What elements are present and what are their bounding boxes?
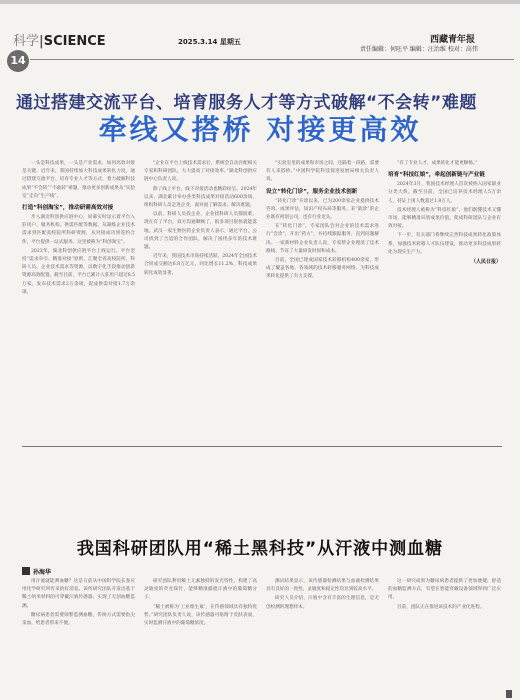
subheading: 培育“科技红娘”，牵起创新链与产业链 [388, 172, 485, 179]
article2-column-1 [22, 578, 135, 694]
paragraph: 测试结果显示，该传感器检测结果与血液检测结果具有良好的一致性，灵敏度和稳定性均达到较高水平。 [266, 579, 379, 593]
paragraph: 研究人员介绍，汗液中含有丰富的生理信息，是无创检测的理想样本。 [266, 596, 379, 610]
article2-column-3 [266, 578, 379, 694]
article1-byline: （人民日报） [470, 259, 501, 266]
paragraph: 技术经理人被称为“科技红娘”，他们既懂技术又懂市场，能够精准识别成果价值，促成科研团队与企业有效对接。 [388, 207, 501, 230]
paragraph: 在“转化门诊”，专家团队会对企业的技术需求进行“会诊”，开出“药方”，并持续跟踪服务，直到问题解决。一家新材料企业负责人说，专家帮企业理清了技术路线，节省了大量研发时间和成本。 [266, 224, 379, 254]
paragraph: 这一研究成果为糖尿病患者提供了更加便捷、舒适的血糖监测方式，有望在智能穿戴设备领域得到广泛应用。 [388, 579, 501, 601]
article1-headline: 牵线又搭桥 对接更高效 [98, 113, 422, 146]
article2-body [22, 578, 502, 694]
paragraph: “企业在平台上线技术需求后，系统会自动匹配相关专家和科研团队，大大提高了对接效率。”湖北科创供应链中心负责人说。 [144, 161, 257, 183]
paragraph: 2024年3月，我国技术经理人首次被纳入国家职业分类大典。截至目前，全国已培养技术经理人5万余人，持证上岗人数超过1.8万人。 [388, 182, 501, 204]
section-divider [22, 446, 502, 447]
article2-column-2 [144, 578, 257, 694]
article2-column-4 [388, 578, 501, 694]
paragraph: 2023年，湖北科创供应链平台上线运行。平台坚持“需求牵引、精准对接”原则，汇聚全省高校院所、科研人员、企业技术需求等资源，以数字化手段推动创新资源高效配置。截至目前，平台已累计入驻用户超过8.5万家，发布技术需求2万余项，促成供需对接1.7万余项。 [22, 248, 135, 295]
page-corner-mark [506, 690, 512, 698]
paragraph: “实验室里的成果和市场之间，还隔着一段路，需要有人来搭桥。”中国科学院科技促进发展局相关负责人说。 [266, 161, 379, 183]
subheading: 设立“转化门诊”，服务企业技术创新 [266, 188, 358, 195]
newspaper-logo: 西藏青年报 [430, 35, 476, 45]
paragraph: 用汗液就能测血糖？这是日前从中国科学院长春应用化学研究所传来的好消息。该所研究团队开发出基于稀土纳米材料的可穿戴汗液传感器，实现了无创血糖监测。 [22, 579, 135, 609]
article1-column-4 [388, 160, 501, 442]
article2-headline: 我国科研团队用“稀土黑科技”从汗液中测血糖 [76, 539, 444, 559]
article1-column-3 [266, 160, 379, 442]
paragraph: “转化门诊”开诊以来，已为200余家企业提供技术咨询、成果评估、知识产权布局等服务。来“就诊”的企业既有初创公司，也有行业龙头。 [266, 198, 379, 221]
article1-column-1 [22, 160, 135, 442]
editor-credits: 责任编辑：何旺平 编辑：汪治维 校对：高伟 [360, 46, 478, 53]
section-label-en: SCIENCE [43, 34, 106, 49]
top-rule [0, 0, 520, 4]
paragraph: 近年来，我国技术市场持续活跃，2024年全国技术合同成交额达6.8万亿元，同比增长11.2%，科技成果转化成效显著。 [144, 254, 257, 276]
paragraph: 除了线上平台，线下对接活动也精彩纷呈。2024年以来，湖北累计举办各类科技成果对接活动600余场，组织科研人员走进企业，面对面了解需求、解决难题。 [144, 186, 257, 209]
paragraph: 目前，团队正在推进该技术的产业化进程。 [397, 604, 485, 610]
paragraph: 以前，科研人员找企业、企业找科研人员都很难。现在有了平台，双方沟通顺畅了，很多项目很快就能落地。武汉一家生物医药企业负责人表示，通过平台，公司找到了合适的合作团队，解决了困扰多年的技术难题。 [144, 212, 257, 251]
article1-body [22, 160, 502, 442]
paragraph: “有了专业人才，成果转化才能更顺畅。” [397, 161, 478, 166]
paragraph: 步入湖北科创供应链中心，屏幕实时显示着平台入驻用户、服务机构、供需匹配等数据。从凝练企业技术需求到匹配高校院所科研资源，从对接成功到签约合作，平台提供一站式服务。这里被称为“科创淘宝”。 [22, 215, 135, 245]
page-number: 14 [7, 50, 29, 72]
paragraph: 研究团队利用稀土元素独特的发光特性，构建了高灵敏度的荧光探针，能够精准捕捉汗液中的葡萄糖分子。 [144, 579, 257, 601]
header-rule [30, 59, 514, 60]
section-label-cn: 科学 [13, 34, 40, 49]
article2-author [22, 567, 51, 576]
author-icon [22, 567, 30, 575]
subheading: 打造“科创淘宝”，推动研需高效对接 [22, 205, 114, 212]
paragraph: “稀土被称为‘工业维生素’，在传感领域具有独特优势。”研究团队负责人说，该传感器可贴附于皮肤表面，实时监测汗液中的葡萄糖浓度。 [144, 604, 257, 627]
paragraph: 下一步，有关部门将继续完善科技成果转化政策体系，加强技术转移人才队伍建设，推动更多科技成果转化为现实生产力。 [388, 233, 501, 255]
section-label [13, 30, 106, 49]
article1-kicker: 通过搭建交流平台、培育服务人才等方式破解“不会转”难题 [16, 93, 477, 113]
article1-column-2 [144, 160, 257, 442]
paragraph: 目前，全国已建成国家技术转移机构400余家，形成了覆盖各地、各领域的技术转移服务网络，为科技成果转化提供了有力支撑。 [266, 258, 379, 280]
author-name: 孙海华 [33, 569, 52, 576]
section-separator: | [39, 34, 44, 49]
paragraph: 糖尿病患者需要频繁监测血糖，传统方式需要指尖采血，给患者带来不便。 [22, 612, 135, 627]
issue-date: 2025.3.14 星期五 [178, 38, 241, 46]
paragraph: 一头是科技成果，一头是产业需求，如何高效对接是关键。近年来，我国持续加大科技成果转化力度，通过搭建交流平台、培育专业人才等方式，着力破解科技成果“不会转”“不敢转”难题，推动更多创新成果从“实验室”走向“生产线”。 [22, 161, 135, 199]
